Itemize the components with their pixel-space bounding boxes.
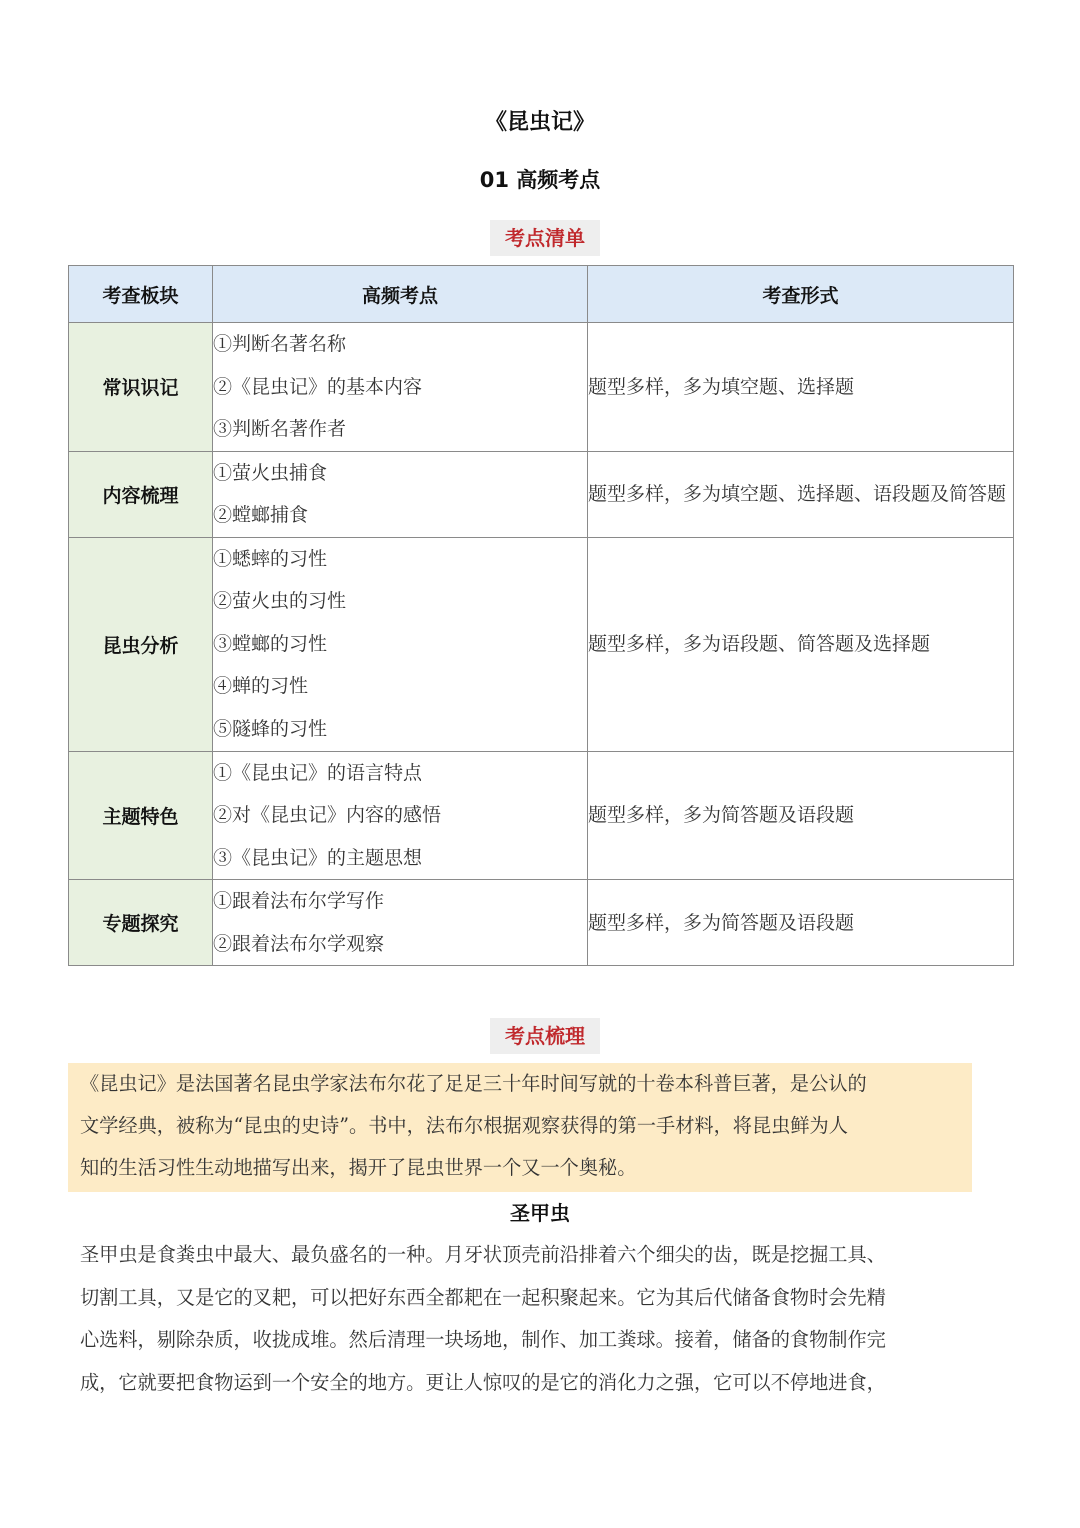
checklist-tag: 考点清单	[490, 220, 600, 256]
row-points	[213, 323, 588, 452]
point-item: ①跟着法布尔学写作	[213, 890, 385, 912]
row-form	[588, 451, 1014, 537]
row-points	[213, 880, 588, 966]
row-category: 专题探究	[69, 880, 213, 966]
form-text: 题型多样，多为简答题及语段题	[588, 911, 855, 934]
table-row	[69, 451, 1014, 537]
point-item: ②螳螂捕食	[213, 504, 309, 526]
table-row	[69, 323, 1014, 452]
scarab-paragraph	[80, 1234, 1010, 1404]
row-form	[588, 323, 1014, 452]
header-category: 考查板块	[69, 266, 213, 323]
row-points	[213, 451, 588, 537]
point-item: ③螳螂的习性	[213, 632, 328, 655]
point-item: ②《昆虫记》的基本内容	[213, 375, 423, 398]
row-form	[588, 880, 1014, 966]
point-item: ④蝉的习性	[213, 675, 309, 698]
point-item: ①《昆虫记》的语言特点	[213, 761, 423, 784]
body-line: 切割工具，又是它的叉耙，可以把好东西全都耙在一起积聚起来。它为其后代储备食物时会先精	[80, 1285, 886, 1309]
point-item: ②跟着法布尔学观察	[213, 932, 385, 955]
form-text: 题型多样，多为填空题、选择题	[588, 375, 855, 398]
row-category: 内容梳理	[69, 451, 213, 537]
row-points	[213, 751, 588, 880]
section-title: 01 高频考点	[479, 168, 601, 192]
intro-paragraph	[68, 1063, 972, 1192]
row-points	[213, 537, 588, 751]
row-category: 常识识记	[69, 323, 213, 452]
table-header-row	[69, 266, 1014, 323]
document-title: 《昆虫记》	[484, 110, 595, 135]
row-category: 主题特色	[69, 751, 213, 880]
header-points: 高频考点	[213, 266, 588, 323]
table-row	[69, 537, 1014, 751]
point-item: ②萤火虫的习性	[213, 590, 347, 613]
row-form	[588, 751, 1014, 880]
row-form	[588, 537, 1014, 751]
point-item: ①萤火虫捕食	[213, 461, 328, 484]
intro-line: 《昆虫记》是法国著名昆虫学家法布尔花了足足三十年时间写就的十卷本科普巨著，是公认的	[80, 1072, 867, 1095]
table-row	[69, 751, 1014, 880]
body-line: 心选料，剔除杂质，收拢成堆。然后清理一块场地，制作、加工粪球。接着，储备的食物制作完	[80, 1328, 886, 1351]
form-text: 题型多样，多为填空题、选择题、语段题及简答题	[588, 483, 1007, 505]
header-form: 考查形式	[588, 266, 1014, 323]
form-text: 题型多样，多为语段题、简答题及选择题	[588, 633, 931, 655]
body-line: 圣甲虫是食粪虫中最大、最负盛名的一种。月牙状顶壳前沿排着六个细尖的齿，既是挖掘工具、	[80, 1243, 886, 1266]
point-item: ⑤隧蜂的习性	[213, 717, 328, 740]
exam-points-table	[68, 265, 1014, 966]
row-category: 昆虫分析	[69, 537, 213, 751]
intro-line: 知的生活习性生动地描写出来，揭开了昆虫世界一个又一个奥秘。	[80, 1156, 637, 1179]
point-item: ①判断名著名称	[213, 333, 347, 355]
body-line: 成，它就要把食物运到一个安全的地方。更让人惊叹的是它的消化力之强，它可以不停地进食，	[80, 1370, 886, 1394]
point-item: ③判断名著作者	[213, 418, 347, 440]
form-text: 题型多样，多为简答题及语段题	[588, 804, 855, 827]
point-item: ②对《昆虫记》内容的感悟	[213, 804, 442, 826]
intro-line: 文学经典，被称为“昆虫的史诗”。书中，法布尔根据观察获得的第一手材料，将昆虫鲜为人	[80, 1114, 848, 1137]
review-tag: 考点梳理	[490, 1018, 600, 1054]
scarab-heading: 圣甲虫	[510, 1201, 570, 1225]
point-item: ③《昆虫记》的主题思想	[213, 846, 423, 869]
table-row	[69, 880, 1014, 966]
point-item: ①蟋蟀的习性	[213, 547, 328, 570]
